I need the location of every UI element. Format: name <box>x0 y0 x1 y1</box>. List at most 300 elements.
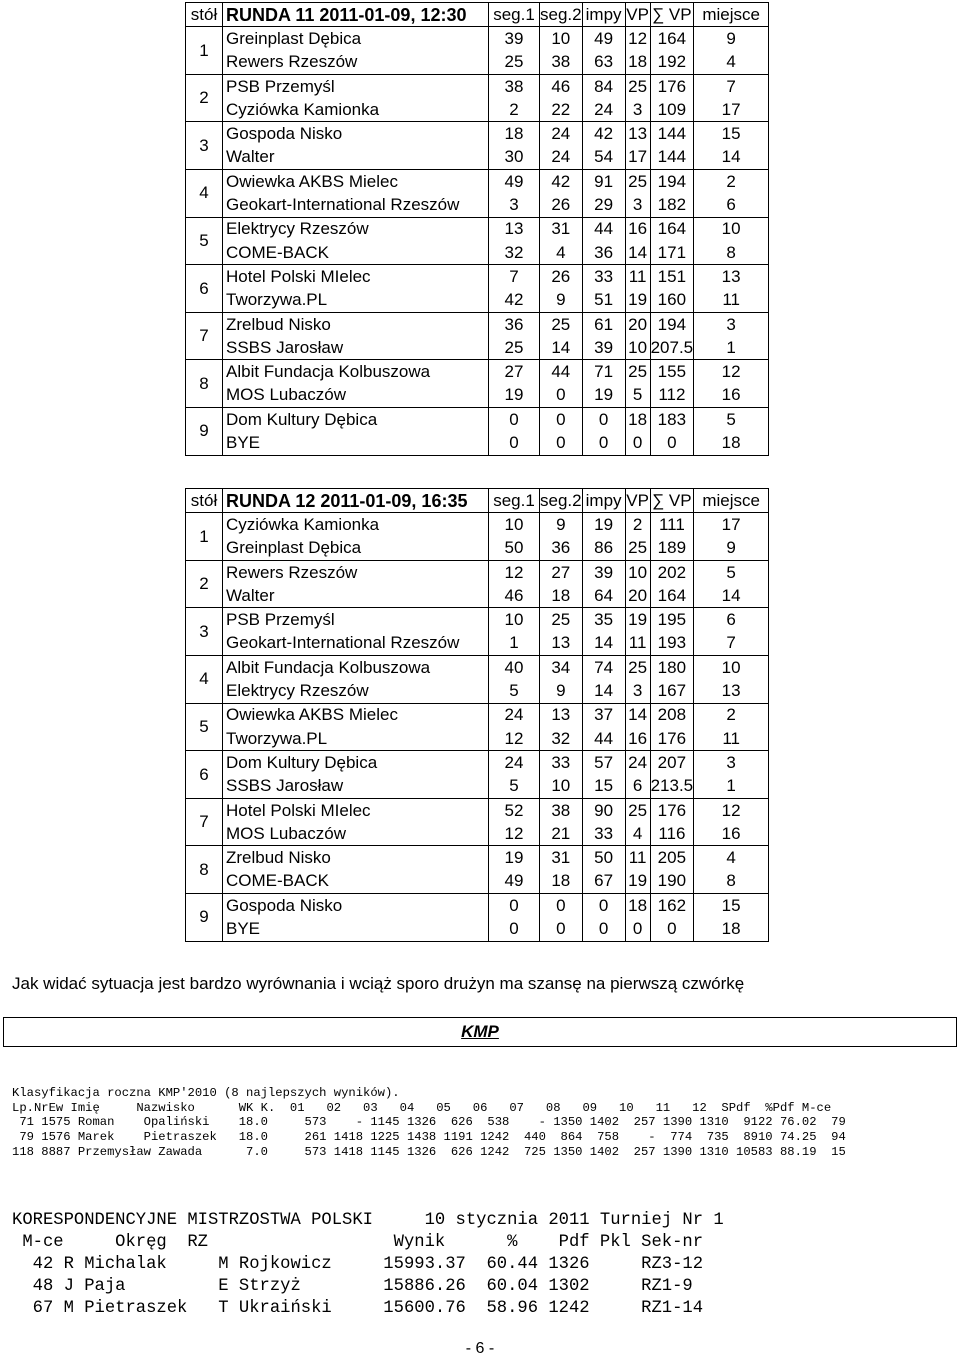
place-column-header: miejsce <box>694 3 769 27</box>
seg1-cell: 12 <box>489 560 540 584</box>
seg1-cell: 12 <box>489 727 540 751</box>
klasyfikacja-block <box>12 1071 846 1175</box>
impy-cell: 44 <box>582 217 625 241</box>
table-number: 8 <box>186 846 223 894</box>
impy-cell: 50 <box>582 846 625 870</box>
table-row <box>186 751 769 775</box>
table-row <box>186 384 769 408</box>
results-line: KORESPONDENCYJNE MISTRZOSTWA POLSKI 10 stycznia 2011 Turniej Nr 1 <box>12 1211 724 1230</box>
seg2-cell: 27 <box>540 560 583 584</box>
sum-vp-column-header: ∑ VP <box>650 489 694 513</box>
seg2-cell: 34 <box>540 656 583 680</box>
team-name: Gospoda Nisko <box>223 894 489 918</box>
table-row <box>186 312 769 336</box>
team-name: PSB Przemyśl <box>223 74 489 98</box>
table-row <box>186 289 769 313</box>
seg1-cell: 7 <box>489 265 540 289</box>
seg2-cell: 38 <box>540 798 583 822</box>
sum-vp-cell: 109 <box>650 98 694 122</box>
place-cell: 5 <box>694 408 769 432</box>
results-line: 67 M Pietraszek T Ukraiński 15600.76 58.96 1242 RZ1-14 <box>12 1299 704 1318</box>
team-name: Geokart-International Rzeszów <box>223 632 489 656</box>
team-name: PSB Przemyśl <box>223 608 489 632</box>
seg2-cell: 13 <box>540 703 583 727</box>
vp-cell: 16 <box>625 727 650 751</box>
seg1-cell: 36 <box>489 312 540 336</box>
place-cell: 15 <box>694 122 769 146</box>
place-cell: 4 <box>694 51 769 75</box>
impy-cell: 67 <box>582 870 625 894</box>
table-number: 5 <box>186 217 223 265</box>
seg1-cell: 19 <box>489 384 540 408</box>
seg1-cell: 0 <box>489 408 540 432</box>
seg2-cell: 32 <box>540 727 583 751</box>
seg1-cell: 30 <box>489 146 540 170</box>
place-cell: 17 <box>694 98 769 122</box>
team-name: Zrelbud Nisko <box>223 846 489 870</box>
sum-vp-cell: 176 <box>650 727 694 751</box>
impy-cell: 19 <box>582 384 625 408</box>
seg2-cell: 13 <box>540 632 583 656</box>
seg1-cell: 0 <box>489 431 540 455</box>
table-number: 3 <box>186 608 223 656</box>
seg1-cell: 42 <box>489 289 540 313</box>
impy-cell: 39 <box>582 336 625 360</box>
vp-cell: 11 <box>625 846 650 870</box>
impy-cell: 71 <box>582 360 625 384</box>
seg1-cell: 40 <box>489 656 540 680</box>
sum-vp-cell: 180 <box>650 656 694 680</box>
impy-cell: 37 <box>582 703 625 727</box>
seg2-cell: 0 <box>540 408 583 432</box>
seg1-cell: 50 <box>489 537 540 561</box>
klasyfikacja-line: 71 1575 Roman Opaliński 18.0 573 - 1145 1326 626 538 - 1350 1402 257 1390 1310 9122 76.02 79 <box>12 1115 846 1130</box>
seg1-cell: 49 <box>489 870 540 894</box>
impy-cell: 36 <box>582 241 625 265</box>
sum-vp-cell: 208 <box>650 703 694 727</box>
seg1-cell: 2 <box>489 98 540 122</box>
vp-cell: 6 <box>625 775 650 799</box>
table-row <box>186 265 769 289</box>
seg2-cell: 25 <box>540 608 583 632</box>
seg1-cell: 13 <box>489 217 540 241</box>
place-cell: 11 <box>694 727 769 751</box>
seg2-cell: 22 <box>540 98 583 122</box>
vp-cell: 4 <box>625 822 650 846</box>
table-row <box>186 74 769 98</box>
seg2-cell: 33 <box>540 751 583 775</box>
seg2-cell: 24 <box>540 146 583 170</box>
place-cell: 14 <box>694 146 769 170</box>
team-name: SSBS Jarosław <box>223 336 489 360</box>
team-name: Rewers Rzeszów <box>223 51 489 75</box>
table-row <box>186 217 769 241</box>
team-name: MOS Lubaczów <box>223 384 489 408</box>
team-name: Dom Kultury Dębica <box>223 751 489 775</box>
team-name: Tworzywa.PL <box>223 727 489 751</box>
seg1-cell: 19 <box>489 846 540 870</box>
vp-cell: 17 <box>625 146 650 170</box>
table-row <box>186 560 769 584</box>
comment-text: Jak widać sytuacja jest bardzo wyrównania i wciąż sporo drużyn ma szansę na pierwszą czwórkę <box>12 974 745 993</box>
place-cell: 3 <box>694 751 769 775</box>
table-column-header: stół <box>186 3 223 27</box>
impy-cell: 91 <box>582 170 625 194</box>
team-name: BYE <box>223 431 489 455</box>
impy-cell: 39 <box>582 560 625 584</box>
table-column-header: stół <box>186 489 223 513</box>
impy-cell: 90 <box>582 798 625 822</box>
seg2-cell: 0 <box>540 431 583 455</box>
place-cell: 12 <box>694 798 769 822</box>
place-column-header: miejsce <box>694 489 769 513</box>
vp-cell: 25 <box>625 360 650 384</box>
place-cell: 9 <box>694 537 769 561</box>
vp-cell: 0 <box>625 917 650 941</box>
vp-cell: 10 <box>625 560 650 584</box>
place-cell: 1 <box>694 336 769 360</box>
table-row <box>186 870 769 894</box>
table-row <box>186 98 769 122</box>
vp-cell: 19 <box>625 289 650 313</box>
table-row <box>186 703 769 727</box>
seg1-cell: 0 <box>489 917 540 941</box>
place-cell: 18 <box>694 431 769 455</box>
seg2-cell: 46 <box>540 74 583 98</box>
impy-cell: 0 <box>582 894 625 918</box>
seg1-cell: 12 <box>489 822 540 846</box>
table-number: 7 <box>186 798 223 846</box>
impy-cell: 24 <box>582 98 625 122</box>
vp-cell: 14 <box>625 241 650 265</box>
table-row <box>186 27 769 51</box>
seg1-cell: 24 <box>489 751 540 775</box>
seg2-column-header: seg.2 <box>540 3 583 27</box>
seg1-cell: 10 <box>489 513 540 537</box>
impy-cell: 35 <box>582 608 625 632</box>
seg1-cell: 25 <box>489 336 540 360</box>
team-name: Greinplast Dębica <box>223 27 489 51</box>
seg1-cell: 49 <box>489 170 540 194</box>
place-cell: 9 <box>694 27 769 51</box>
sum-vp-cell: 116 <box>650 822 694 846</box>
vp-cell: 11 <box>625 632 650 656</box>
vp-column-header: VP <box>625 489 650 513</box>
seg2-cell: 36 <box>540 537 583 561</box>
table-number: 2 <box>186 560 223 608</box>
place-cell: 6 <box>694 193 769 217</box>
seg1-column-header: seg.1 <box>489 3 540 27</box>
table-number: 4 <box>186 170 223 218</box>
impy-column-header: impy <box>582 3 625 27</box>
vp-cell: 2 <box>625 513 650 537</box>
table-row <box>186 241 769 265</box>
seg2-cell: 18 <box>540 584 583 608</box>
place-cell: 17 <box>694 513 769 537</box>
seg2-cell: 4 <box>540 241 583 265</box>
vp-column-header: VP <box>625 3 650 27</box>
sum-vp-cell: 202 <box>650 560 694 584</box>
sum-vp-cell: 164 <box>650 584 694 608</box>
sum-vp-cell: 0 <box>650 431 694 455</box>
sum-vp-cell: 176 <box>650 74 694 98</box>
impy-cell: 14 <box>582 679 625 703</box>
place-cell: 2 <box>694 703 769 727</box>
impy-cell: 61 <box>582 312 625 336</box>
tournament-results-block <box>12 1188 724 1342</box>
sum-vp-cell: 194 <box>650 170 694 194</box>
seg2-cell: 0 <box>540 384 583 408</box>
seg1-cell: 24 <box>489 703 540 727</box>
impy-cell: 57 <box>582 751 625 775</box>
table-number: 7 <box>186 312 223 360</box>
seg1-cell: 5 <box>489 775 540 799</box>
team-name: Gospoda Nisko <box>223 122 489 146</box>
seg2-cell: 31 <box>540 217 583 241</box>
team-name: Walter <box>223 584 489 608</box>
table-row <box>186 146 769 170</box>
place-cell: 1 <box>694 775 769 799</box>
table-row <box>186 632 769 656</box>
vp-cell: 19 <box>625 870 650 894</box>
team-name: Elektrycy Rzeszów <box>223 679 489 703</box>
vp-cell: 20 <box>625 584 650 608</box>
sum-vp-cell: 189 <box>650 537 694 561</box>
table-number: 8 <box>186 360 223 408</box>
round-header-row <box>186 3 769 27</box>
results-line: M-ce Okręg RZ Wynik % Pdf Pkl Sek-nr <box>12 1233 704 1252</box>
team-name: COME-BACK <box>223 870 489 894</box>
table-row <box>186 727 769 751</box>
vp-cell: 5 <box>625 384 650 408</box>
seg1-cell: 0 <box>489 894 540 918</box>
seg1-cell: 10 <box>489 608 540 632</box>
table-row <box>186 679 769 703</box>
seg2-cell: 10 <box>540 27 583 51</box>
seg2-cell: 26 <box>540 193 583 217</box>
seg1-cell: 46 <box>489 584 540 608</box>
team-name: Walter <box>223 146 489 170</box>
table-number: 9 <box>186 894 223 942</box>
seg2-cell: 38 <box>540 51 583 75</box>
seg1-cell: 3 <box>489 193 540 217</box>
seg1-cell: 52 <box>489 798 540 822</box>
place-cell: 4 <box>694 846 769 870</box>
place-cell: 6 <box>694 608 769 632</box>
klasyfikacja-line: 79 1576 Marek Pietraszek 18.0 261 1418 1225 1438 1191 1242 440 864 758 - 774 735 8910 74.25 94 <box>12 1130 846 1145</box>
vp-cell: 10 <box>625 336 650 360</box>
impy-cell: 0 <box>582 917 625 941</box>
seg1-cell: 18 <box>489 122 540 146</box>
team-name: Greinplast Dębica <box>223 537 489 561</box>
team-name: Dom Kultury Dębica <box>223 408 489 432</box>
team-name: COME-BACK <box>223 241 489 265</box>
impy-cell: 29 <box>582 193 625 217</box>
vp-cell: 13 <box>625 122 650 146</box>
team-name: Cyziówka Kamionka <box>223 513 489 537</box>
impy-cell: 51 <box>582 289 625 313</box>
sum-vp-cell: 176 <box>650 798 694 822</box>
vp-cell: 18 <box>625 51 650 75</box>
table-row <box>186 431 769 455</box>
place-cell: 8 <box>694 241 769 265</box>
table-row <box>186 846 769 870</box>
place-cell: 5 <box>694 560 769 584</box>
seg2-cell: 24 <box>540 122 583 146</box>
team-name: Geokart-International Rzeszów <box>223 193 489 217</box>
seg2-cell: 0 <box>540 894 583 918</box>
sum-vp-cell: 144 <box>650 146 694 170</box>
vp-cell: 20 <box>625 312 650 336</box>
impy-cell: 49 <box>582 27 625 51</box>
sum-vp-cell: 171 <box>650 241 694 265</box>
seg2-cell: 26 <box>540 265 583 289</box>
table-row <box>186 537 769 561</box>
vp-cell: 16 <box>625 217 650 241</box>
seg2-cell: 18 <box>540 870 583 894</box>
vp-cell: 3 <box>625 679 650 703</box>
vp-cell: 25 <box>625 537 650 561</box>
team-name: Hotel Polski MIelec <box>223 265 489 289</box>
sum-vp-cell: 0 <box>650 917 694 941</box>
impy-cell: 14 <box>582 632 625 656</box>
impy-cell: 54 <box>582 146 625 170</box>
round-12-table <box>185 488 769 942</box>
sum-vp-cell: 112 <box>650 384 694 408</box>
vp-cell: 18 <box>625 894 650 918</box>
table-row <box>186 608 769 632</box>
sum-vp-cell: 160 <box>650 289 694 313</box>
vp-cell: 0 <box>625 431 650 455</box>
impy-cell: 0 <box>582 431 625 455</box>
team-name: Elektrycy Rzeszów <box>223 217 489 241</box>
team-name: Albit Fundacja Kolbuszowa <box>223 360 489 384</box>
vp-cell: 24 <box>625 751 650 775</box>
sum-vp-cell: 167 <box>650 679 694 703</box>
place-cell: 13 <box>694 265 769 289</box>
vp-cell: 12 <box>625 27 650 51</box>
table-row <box>186 656 769 680</box>
table-number: 5 <box>186 703 223 751</box>
sum-vp-cell: 164 <box>650 27 694 51</box>
place-cell: 2 <box>694 170 769 194</box>
sum-vp-cell: 207.5 <box>650 336 694 360</box>
seg2-cell: 14 <box>540 336 583 360</box>
results-line: 48 J Paja E Strzyż 15886.26 60.04 1302 RZ1-9 <box>12 1277 693 1296</box>
sum-vp-cell: 111 <box>650 513 694 537</box>
place-cell: 8 <box>694 870 769 894</box>
vp-cell: 11 <box>625 265 650 289</box>
seg2-cell: 0 <box>540 917 583 941</box>
vp-cell: 25 <box>625 74 650 98</box>
place-cell: 10 <box>694 656 769 680</box>
table-number: 6 <box>186 265 223 313</box>
seg2-cell: 44 <box>540 360 583 384</box>
place-cell: 16 <box>694 384 769 408</box>
impy-cell: 42 <box>582 122 625 146</box>
klasyfikacja-line: Lp.NrEw Imię Nazwisko WK K. 01 02 03 04 05 06 07 08 09 10 11 12 SPdf %Pdf M-ce <box>12 1100 832 1115</box>
seg1-cell: 27 <box>489 360 540 384</box>
impy-cell: 19 <box>582 513 625 537</box>
team-name: Owiewka AKBS Mielec <box>223 170 489 194</box>
team-name: Cyziówka Kamionka <box>223 98 489 122</box>
vp-cell: 25 <box>625 798 650 822</box>
results-line: 42 R Michalak M Rojkowicz 15993.37 60.44 1326 RZ3-12 <box>12 1255 704 1274</box>
vp-cell: 25 <box>625 170 650 194</box>
table-number: 2 <box>186 74 223 122</box>
vp-cell: 3 <box>625 98 650 122</box>
table-row <box>186 798 769 822</box>
place-cell: 15 <box>694 894 769 918</box>
sum-vp-cell: 144 <box>650 122 694 146</box>
impy-column-header: impy <box>582 489 625 513</box>
table-row <box>186 336 769 360</box>
sum-vp-cell: 205 <box>650 846 694 870</box>
team-name: Albit Fundacja Kolbuszowa <box>223 656 489 680</box>
sum-vp-cell: 207 <box>650 751 694 775</box>
team-name: Tworzywa.PL <box>223 289 489 313</box>
seg1-cell: 5 <box>489 679 540 703</box>
seg2-cell: 9 <box>540 513 583 537</box>
team-name: Hotel Polski MIelec <box>223 798 489 822</box>
table-number: 4 <box>186 656 223 704</box>
klasyfikacja-line: Klasyfikacja roczna KMP'2010 (8 najlepszych wyników). <box>12 1085 400 1100</box>
impy-cell: 33 <box>582 822 625 846</box>
place-cell: 3 <box>694 312 769 336</box>
place-cell: 11 <box>694 289 769 313</box>
team-name: Zrelbud Nisko <box>223 312 489 336</box>
seg2-cell: 25 <box>540 312 583 336</box>
impy-cell: 0 <box>582 408 625 432</box>
team-name: Rewers Rzeszów <box>223 560 489 584</box>
seg1-cell: 39 <box>489 27 540 51</box>
round-header-row <box>186 489 769 513</box>
table-number: 1 <box>186 513 223 561</box>
impy-cell: 33 <box>582 265 625 289</box>
sum-vp-cell: 190 <box>650 870 694 894</box>
table-row <box>186 51 769 75</box>
place-cell: 10 <box>694 217 769 241</box>
seg2-cell: 31 <box>540 846 583 870</box>
team-name: BYE <box>223 917 489 941</box>
page-number: - 6 - <box>465 1340 495 1357</box>
table-row <box>186 513 769 537</box>
impy-cell: 86 <box>582 537 625 561</box>
table-row <box>186 822 769 846</box>
sum-vp-column-header: ∑ VP <box>650 3 694 27</box>
seg2-cell: 9 <box>540 679 583 703</box>
vp-cell: 14 <box>625 703 650 727</box>
place-cell: 18 <box>694 917 769 941</box>
sum-vp-cell: 192 <box>650 51 694 75</box>
seg1-cell: 32 <box>489 241 540 265</box>
sum-vp-cell: 162 <box>650 894 694 918</box>
table-number: 9 <box>186 408 223 456</box>
vp-cell: 19 <box>625 608 650 632</box>
impy-cell: 44 <box>582 727 625 751</box>
seg2-cell: 21 <box>540 822 583 846</box>
seg1-cell: 25 <box>489 51 540 75</box>
place-cell: 7 <box>694 74 769 98</box>
sum-vp-cell: 183 <box>650 408 694 432</box>
table-row <box>186 775 769 799</box>
kmp-header: KMP <box>3 1017 957 1047</box>
table-row <box>186 408 769 432</box>
place-cell: 16 <box>694 822 769 846</box>
sum-vp-cell: 151 <box>650 265 694 289</box>
table-row <box>186 894 769 918</box>
impy-cell: 63 <box>582 51 625 75</box>
